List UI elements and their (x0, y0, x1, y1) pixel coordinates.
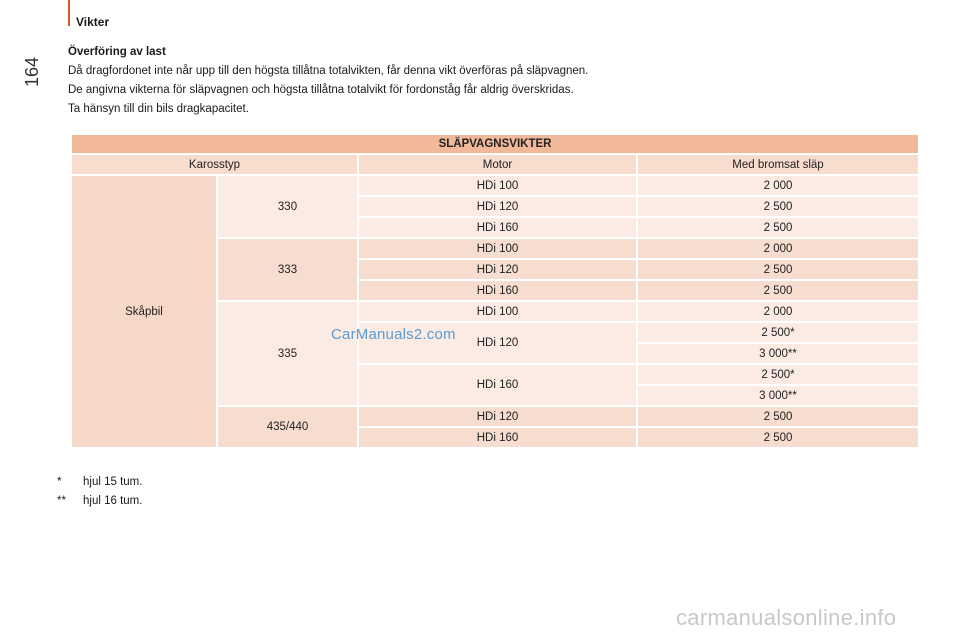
model-cell: 335 (218, 302, 357, 405)
footnote (57, 492, 142, 511)
engine-cell: HDi 160 (359, 218, 636, 237)
model-cell: 333 (218, 239, 357, 300)
weight-cell: 2 500* (638, 365, 918, 384)
weight-cell: 2 500 (638, 197, 918, 216)
table-title: SLÄPVAGNSVIKTER (72, 135, 918, 153)
footnote-text: hjul 16 tum. (83, 495, 143, 507)
model-cell: 330 (218, 176, 357, 237)
section-accent-bar (68, 0, 70, 26)
engine-cell: HDi 100 (359, 176, 636, 195)
engine-cell: HDi 160 (359, 428, 636, 447)
weight-cell: 2 500* (638, 323, 918, 342)
weight-cell: 2 000 (638, 302, 918, 321)
table-header-row (72, 155, 918, 174)
engine-cell: HDi 120 (359, 197, 636, 216)
weight-cell: 2 500 (638, 428, 918, 447)
body-type-cell: Skåpbil (72, 176, 216, 447)
weight-cell: 3 000** (638, 344, 918, 363)
footnotes (57, 473, 142, 511)
header-engine: Motor (359, 155, 636, 174)
intro-line: Ta hänsyn till din bils dragkapacitet. (68, 103, 249, 115)
weight-cell: 2 500 (638, 260, 918, 279)
header-body-type: Karosstyp (72, 155, 357, 174)
engine-cell: HDi 100 (359, 239, 636, 258)
engine-cell: HDi 160 (359, 281, 636, 300)
weight-cell: 2 500 (638, 407, 918, 426)
watermark-carmanualsonline: carmanualsonline.info (676, 605, 897, 630)
engine-cell: HDi 120 (359, 260, 636, 279)
section-title: Vikter (76, 15, 110, 29)
intro-line: De angivna vikterna för släpvagnen och högsta tillåtna totalvikt för fordonståg får aldrig överskridas. (68, 84, 574, 96)
weight-cell: 2 000 (638, 239, 918, 258)
footnote-text: hjul 15 tum. (83, 476, 143, 488)
footnote-mark: ** (57, 495, 66, 507)
intro-line: Då dragfordonet inte når upp till den högsta tillåtna totalvikten, får denna vikt överföras på släpvagnen. (68, 65, 589, 77)
engine-cell: HDi 160 (359, 365, 636, 405)
engine-cell: HDi 120 (359, 407, 636, 426)
weight-cell: 2 000 (638, 176, 918, 195)
table-row (72, 176, 918, 195)
weight-cell: 2 500 (638, 281, 918, 300)
trailer-weights-table (70, 133, 920, 449)
intro-heading: Överföring av last (68, 46, 166, 58)
weight-cell: 2 500 (638, 218, 918, 237)
weight-cell: 3 000** (638, 386, 918, 405)
footnote-mark: * (57, 476, 62, 488)
intro-block (68, 43, 928, 119)
footnote (57, 473, 142, 492)
model-cell: 435/440 (218, 407, 357, 447)
engine-cell: HDi 100 (359, 302, 636, 321)
engine-cell: HDi 120 (359, 323, 636, 363)
watermark-carmanuals2: CarManuals2.com (331, 326, 456, 343)
page-number: 164 (22, 56, 42, 88)
header-braked-trailer: Med bromsat släp (638, 155, 918, 174)
